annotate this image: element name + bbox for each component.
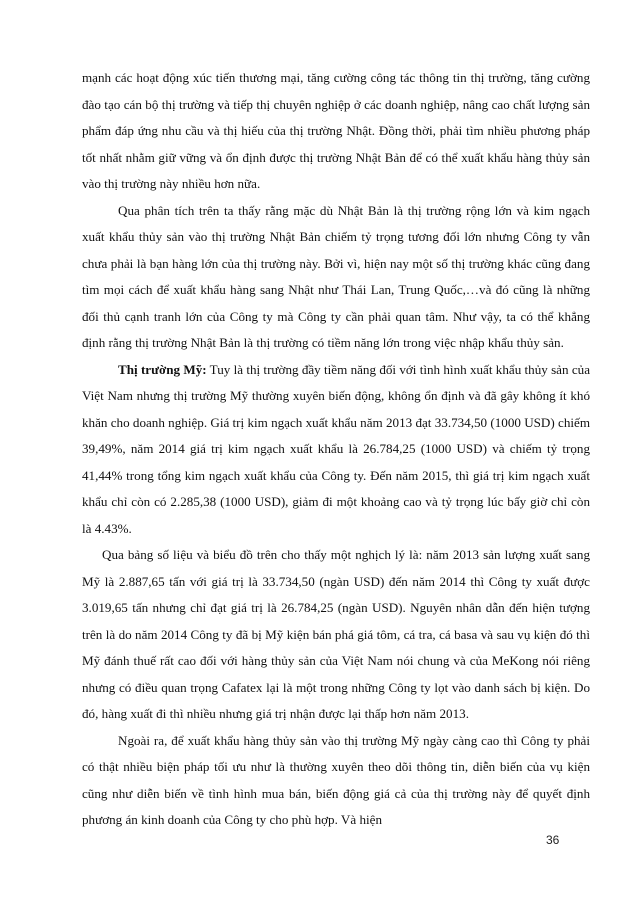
paragraph-continuation <box>82 65 590 198</box>
paragraph-paradox <box>82 542 590 728</box>
paragraph-text: Qua bảng số liệu và biểu đồ trên cho thấy một nghịch lý là: năm 2013 sản lượng xuất sang Mỹ là 2.887,65 tấn với giá trị là 33.734,50 (ngàn USD) đến năm 2014 thì Công ty xuất được 3.019,65 tấn nhưng chỉ đạt giá trị là 26.784,25 (ngàn USD). Nguyên nhân dẫn đến hiện tượng trên là do năm 2014 Công ty đã bị Mỹ kiện bán phá giá tôm, cá tra, cá basa và sau vụ kiện đó thì Mỹ đánh thuế rất cao đối với hàng thủy sản của Việt Nam nói chung và của MeKong nói riêng nhưng có điều quan trọng Cafatex lại là một trong những Công ty lọt vào danh sách bị kiện. Do đó, hàng xuất đi thì nhiều nhưng giá trị nhận được lại thấp hơn năm 2013. <box>82 547 590 721</box>
paragraph-measures <box>82 728 590 834</box>
paragraph-text: Qua phân tích trên ta thấy rằng mặc dù Nhật Bản là thị trường rộng lớn và kim ngạch xuất khẩu thủy sản vào thị trường Nhật Bản chiếm tỷ trọng tương đối lớn nhưng Công ty vẫn chưa phải là bạn hàng lớn của thị trường này. Bởi vì, hiện nay một số thị trường khác cũng đang tìm mọi cách để xuất khẩu hàng sang Nhật như Thái Lan, Trung Quốc,…và đó cũng là những đối thủ cạnh tranh lớn của Công ty mà Công ty cần phải quan tâm. Như vậy, ta có thể khẳng định rằng thị trường Nhật Bản là thị trường có tiềm năng lớn trong việc nhập khẩu thủy sản. <box>82 202 590 350</box>
paragraph-text: mạnh các hoạt động xúc tiến thương mại, tăng cường công tác thông tin thị trường, tăng cường đào tạo cán bộ thị trường và tiếp thị chuyên nghiệp ở các doanh nghiệp, nâng cao chất lượng sản phẩm đáp ứng nhu cầu và thị hiếu của thị trường Nhật. Đồng thời, phải tìm nhiều phương pháp tốt nhất nhằm giữ vững và ổn định được thị trường Nhật Bản để có thể xuất khẩu hàng thủy sản vào thị trường này nhiều hơn nữa. <box>82 70 590 191</box>
paragraph-bold-lead: Thị trường Mỹ: <box>118 361 207 377</box>
paragraph-us-market <box>82 357 590 543</box>
page-number: 36 <box>546 833 560 847</box>
paragraph-text: Tuy là thị trường đầy tiềm năng đối với tình hình xuất khẩu thủy sản của Việt Nam nhưng thị trường Mỹ thường xuyên biến động, không ổn định và đã gây không ít khó khăn cho doanh nghiệp. Giá trị kim ngạch xuất khẩu năm 2013 đạt 33.734,50 (1000 USD) chiếm 39,49%, năm 2014 giá trị kim ngạch xuất khẩu là 26.784,25 (1000 USD) và chiếm tỷ trọng 41,44% trong tổng kim ngạch xuất khẩu của Công ty. Đến năm 2015, thì giá trị kim ngạch xuất khẩu chỉ còn có 2.285,38 (1000 USD), giảm đi một khoảng cao và tỷ trọng lúc bấy giờ chỉ còn là 4.43%. <box>82 361 591 536</box>
page-body <box>82 65 590 834</box>
paragraph-japan-analysis <box>82 198 590 357</box>
paragraph-text: Ngoài ra, để xuất khẩu hàng thủy sản vào thị trường Mỹ ngày càng cao thì Công ty phải có thật nhiều biện pháp tối ưu như là thường xuyên theo dõi thông tin, diễn biến của vụ kiện cũng như diễn biến về tình hình mua bán, biến động giá cả của thị trường này để quyết định phương án kinh doanh của Công ty cho phù hợp. Và hiện <box>82 732 590 827</box>
